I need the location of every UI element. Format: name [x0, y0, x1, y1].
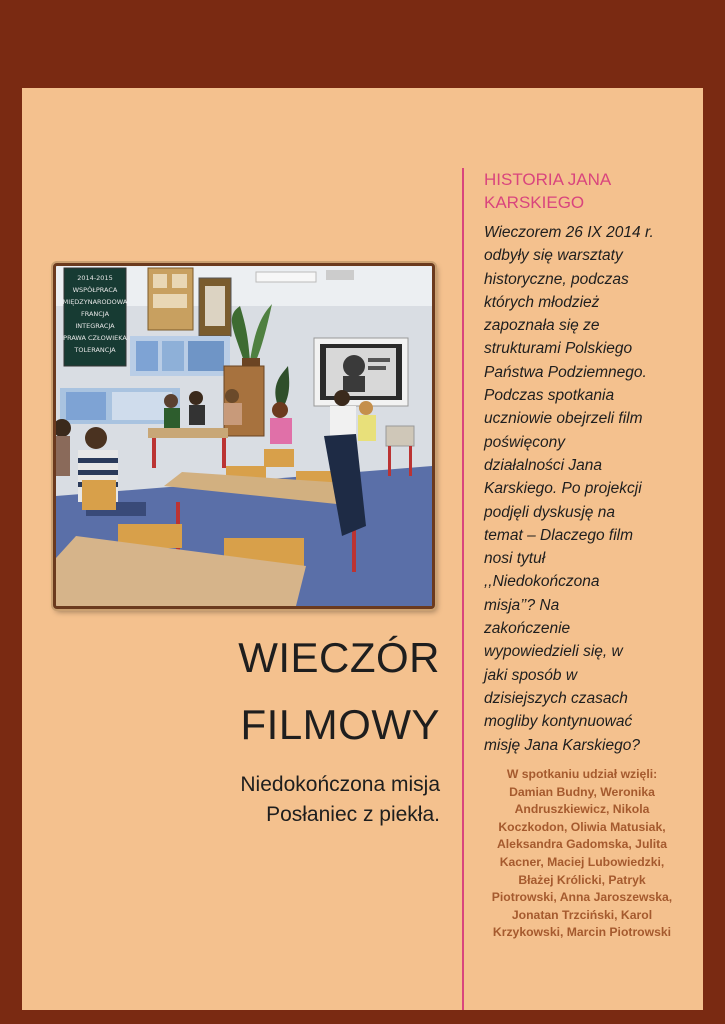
article-line: historyczne, podczas: [484, 270, 629, 288]
board-text-5: INTEGRACJA: [75, 322, 115, 330]
article-line: uczniowie obejrzeli film: [484, 410, 643, 428]
article-line: nosi tytuł: [484, 550, 546, 568]
column-divider: [462, 168, 464, 1010]
article-line: dzisiejszych czasach: [484, 689, 628, 707]
article-line: działalności Jana: [484, 456, 603, 474]
participants-line: Andruszkiewicz, Nikola: [514, 802, 650, 817]
board-text-3: MIĘDZYNARODOWA: [62, 298, 128, 306]
board-text-2: WSPÓŁPRACA: [72, 286, 118, 294]
article-line: Państwa Podziemnego.: [484, 363, 647, 381]
article-line: zakończenie: [484, 620, 571, 638]
participants-line: Aleksandra Gadomska, Julita: [496, 837, 668, 852]
article-heading: [484, 168, 694, 214]
board-text-4: FRANCJA: [80, 310, 110, 318]
article-line: wypowiedzieli się, w: [484, 643, 623, 661]
participants-list: [480, 766, 684, 942]
article-line: mogliby kontynuować: [484, 713, 633, 731]
main-title-line2: FILMOWY: [240, 701, 440, 748]
article-line: jaki sposób w: [484, 666, 578, 684]
board-text-1: 2014-2015: [77, 274, 113, 282]
poster-page: [22, 88, 703, 1010]
classroom-photo: [53, 263, 435, 609]
article-line: odbyły się warsztaty: [484, 247, 623, 265]
board-text-7: TOLERANCJA: [74, 346, 116, 354]
article-line: misję Jana Karskiego?: [484, 736, 640, 754]
article-line: podjęli dyskusję na: [484, 503, 615, 521]
participants-line: Jonatan Trzciński, Karol: [511, 907, 653, 922]
article-line: ,,Niedokończona: [484, 573, 600, 591]
article-body: [484, 221, 694, 757]
article-line: Podczas spotkania: [484, 387, 615, 405]
participants-line: Koczkodon, Oliwia Matusiak,: [498, 819, 666, 834]
article-line: misja’’? Na: [484, 596, 560, 614]
article-line: których młodzież: [484, 293, 600, 311]
article-line: strukturami Polskiego: [484, 340, 633, 358]
subtitle-line1: Niedokończona misja: [240, 773, 440, 796]
participants-line: Damian Budny, Weronika: [509, 784, 655, 799]
article-line: Karskiego. Po projekcji: [484, 480, 642, 498]
article-heading-line1: HISTORIA JANA: [484, 170, 612, 189]
participants-line: Kacner, Maciej Lubowiedzki,: [499, 854, 665, 869]
classroom-photo-image: [56, 266, 432, 606]
article-line: Wieczorem 26 IX 2014 r.: [484, 224, 654, 241]
board-text-6: PRAWA CZŁOWIEKA: [63, 334, 127, 342]
article-heading-line2: KARSKIEGO: [484, 193, 585, 212]
participants-line: Piotrowski, Anna Jaroszewska,: [491, 890, 673, 905]
participants-line: W spotkaniu udział wzięli:: [506, 767, 658, 781]
participants-line: Błażej Królicki, Patryk: [518, 872, 646, 887]
article-line: zapoznała się ze: [484, 317, 600, 335]
participants-line: Krzykowski, Marcin Piotrowski: [492, 925, 672, 940]
article-line: poświęcony: [484, 433, 565, 451]
subtitle-line2: Posłaniec z piekła.: [266, 803, 440, 826]
article-line: temat – Dlaczego film: [484, 526, 634, 544]
main-title-line1: WIECZÓR: [238, 634, 440, 681]
